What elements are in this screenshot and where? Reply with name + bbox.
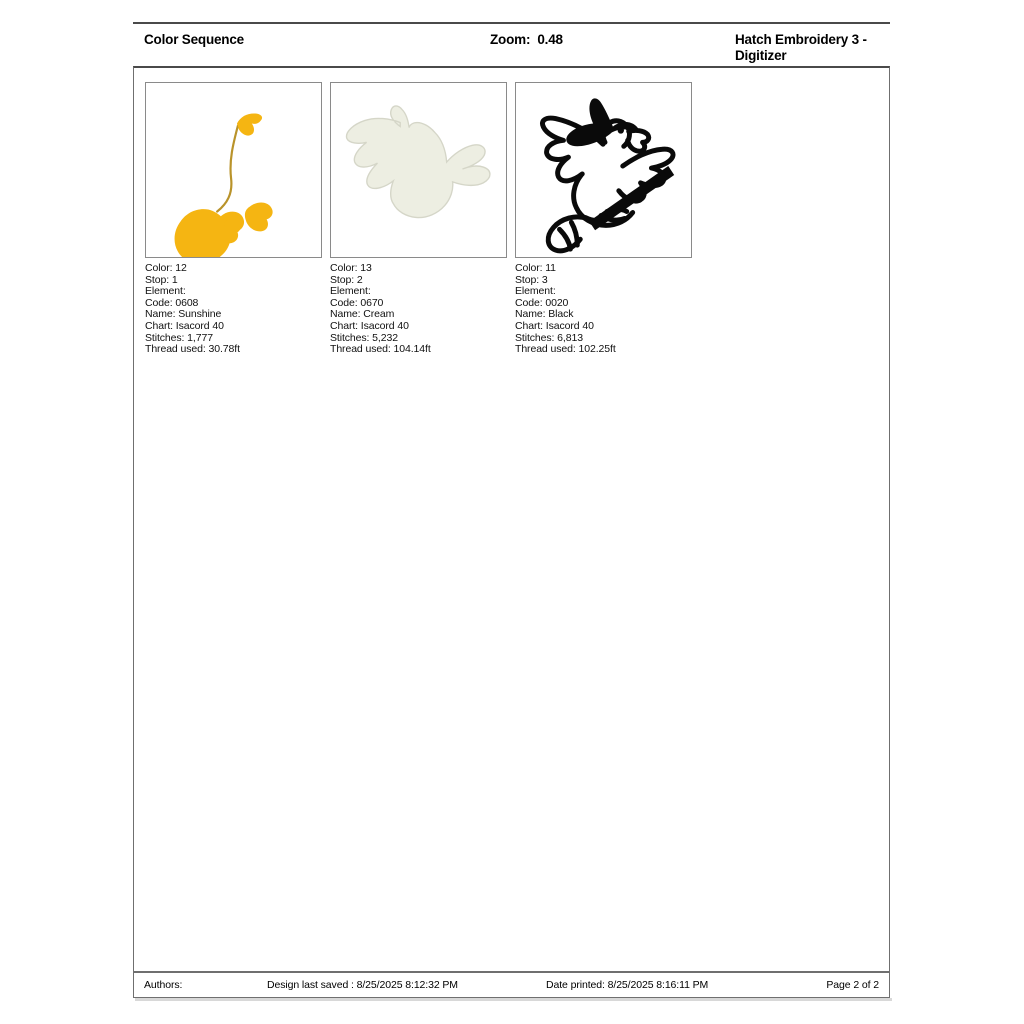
cream-goose-body-icon [331,83,506,257]
stitch-count: Stitches: 5,232 [330,331,398,344]
thread-name: Name: Sunshine [145,308,222,321]
stitch-count: Stitches: 1,777 [145,331,213,344]
color-number: Color: 12 [145,262,187,274]
color-number: Color: 13 [330,262,372,274]
color-block[interactable] [515,82,692,356]
thread-chart: Chart: Isacord 40 [145,319,224,332]
page-header [133,22,890,66]
thread-code: Code: 0020 [515,296,569,309]
color-sequence-list [145,82,692,356]
color-block[interactable] [330,82,507,356]
authors-label: Authors: [144,979,183,991]
element-label: Element: [145,285,186,298]
color-block[interactable] [145,82,322,356]
element-label: Element: [515,285,556,298]
thread-name: Name: Black [515,308,574,321]
stitch-count: Stitches: 6,813 [515,331,583,344]
color-thumbnail [330,82,507,258]
element-label: Element: [330,285,371,298]
thread-chart: Chart: Isacord 40 [330,319,409,332]
thread-used: Thread used: 104.14ft [330,343,431,356]
page-title: Color Sequence [144,32,244,47]
thread-chart: Chart: Isacord 40 [515,319,594,332]
page-shadow [135,998,892,1001]
page-footer [133,972,890,998]
yellow-broom-parts-icon [146,83,321,257]
color-number: Color: 11 [515,262,556,274]
thread-code: Code: 0608 [145,296,199,309]
stop-number: Stop: 1 [145,273,178,286]
date-printed: Date printed: 8/25/2025 8:16:11 PM [546,979,709,991]
black-outline-witch-goose-icon [516,83,691,257]
thread-used: Thread used: 102.25ft [515,343,616,356]
print-preview-page [133,22,890,1000]
application-name: Hatch Embroidery 3 - Digitizer [735,32,867,63]
page-number: Page 2 of 2 [826,979,879,991]
color-thumbnail [515,82,692,258]
stop-number: Stop: 3 [515,273,548,286]
color-info [145,263,322,356]
thread-code: Code: 0670 [330,296,384,309]
page-body [133,66,890,972]
thread-used: Thread used: 30.78ft [145,343,240,356]
color-thumbnail [145,82,322,258]
color-info [330,263,507,356]
design-last-saved: Design last saved : 8/25/2025 8:12:32 PM [267,979,458,991]
thread-name: Name: Cream [330,308,395,321]
zoom-level-label: Zoom: 0.48 [490,32,563,47]
stop-number: Stop: 2 [330,273,363,286]
eye-dot [618,127,624,133]
color-info [515,263,692,356]
